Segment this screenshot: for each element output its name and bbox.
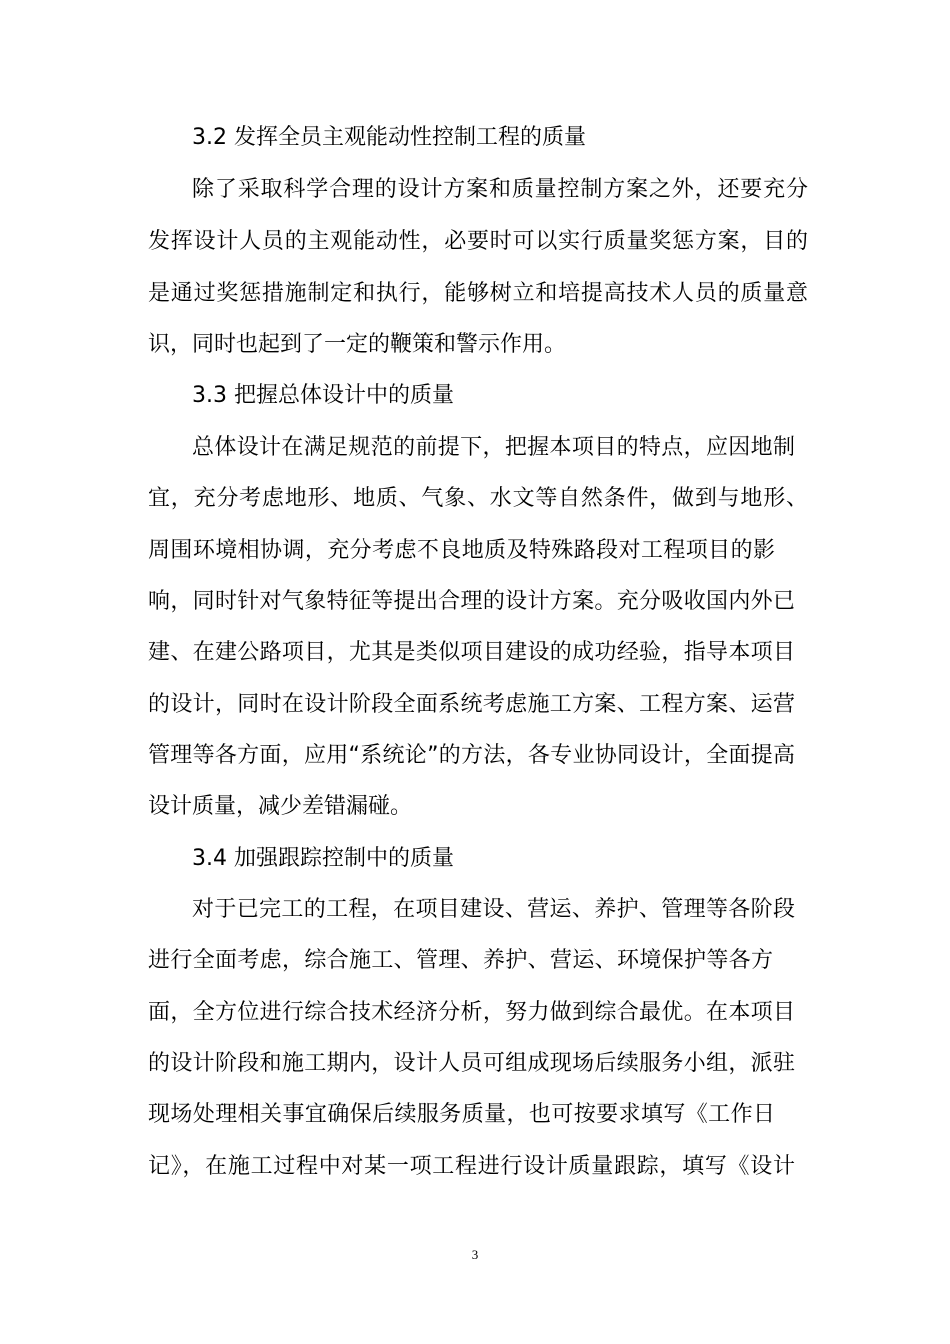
page-number: 3 bbox=[471, 1247, 479, 1262]
paragraph-line: 建、在建公路项目，尤其是类似项目建设的成功经验，指导本项目 bbox=[148, 640, 795, 665]
paragraph-line: 对于已完工的工程，在项目建设、营运、养护、管理等各阶段 bbox=[192, 897, 795, 922]
paragraph-line: 的设计，同时在设计阶段全面系统考虑施工方案、工程方案、运营 bbox=[148, 692, 795, 717]
paragraph-line: 进行全面考虑，综合施工、管理、养护、营运、环境保护等各方 bbox=[148, 948, 773, 973]
paragraph-line: 总体设计在满足规范的前提下，把握本项目的特点，应因地制 bbox=[192, 435, 795, 460]
paragraph-line: 记》，在施工过程中对某一项工程进行设计质量跟踪，填写《设计 bbox=[148, 1154, 795, 1179]
paragraph-line: 宜，充分考虑地形、地质、气象、水文等自然条件，做到与地形、 bbox=[148, 486, 808, 511]
section-heading-3-4: 3.4 加强跟踪控制中的质量 bbox=[192, 846, 454, 871]
section-heading-3-3: 3.3 把握总体设计中的质量 bbox=[192, 383, 454, 408]
paragraph-line: 识，同时也起到了一定的鞭策和警示作用。 bbox=[148, 332, 567, 357]
paragraph-line: 设计质量，减少差错漏碰。 bbox=[148, 794, 413, 819]
paragraph-line: 响，同时针对气象特征等提出合理的设计方案。充分吸收国内外已 bbox=[148, 589, 795, 614]
paragraph-line: 现场处理相关事宜确保后续服务质量，也可按要求填写《工作日 bbox=[148, 1102, 775, 1127]
paragraph-line: 的设计阶段和施工期内，设计人员可组成现场后续服务小组，派驻 bbox=[148, 1051, 795, 1076]
section-heading-3-2: 3.2 发挥全员主观能动性控制工程的质量 bbox=[192, 125, 586, 150]
paragraph-line: 管理等各方面，应用“系统论”的方法，各专业协同设计，全面提高 bbox=[148, 743, 795, 768]
paragraph-line: 面，全方位进行综合技术经济分析，努力做到综合最优。在本项目 bbox=[148, 1000, 795, 1025]
paragraph-line: 是通过奖惩措施制定和执行，能够树立和培提高技术人员的质量意 bbox=[148, 281, 808, 306]
paragraph-line: 周围环境相协调，充分考虑不良地质及特殊路段对工程项目的影 bbox=[148, 538, 775, 563]
paragraph-line: 除了采取科学合理的设计方案和质量控制方案之外，还要充分 bbox=[192, 177, 808, 202]
paragraph-line: 发挥设计人员的主观能动性，必要时可以实行质量奖惩方案，目的 bbox=[148, 229, 808, 254]
